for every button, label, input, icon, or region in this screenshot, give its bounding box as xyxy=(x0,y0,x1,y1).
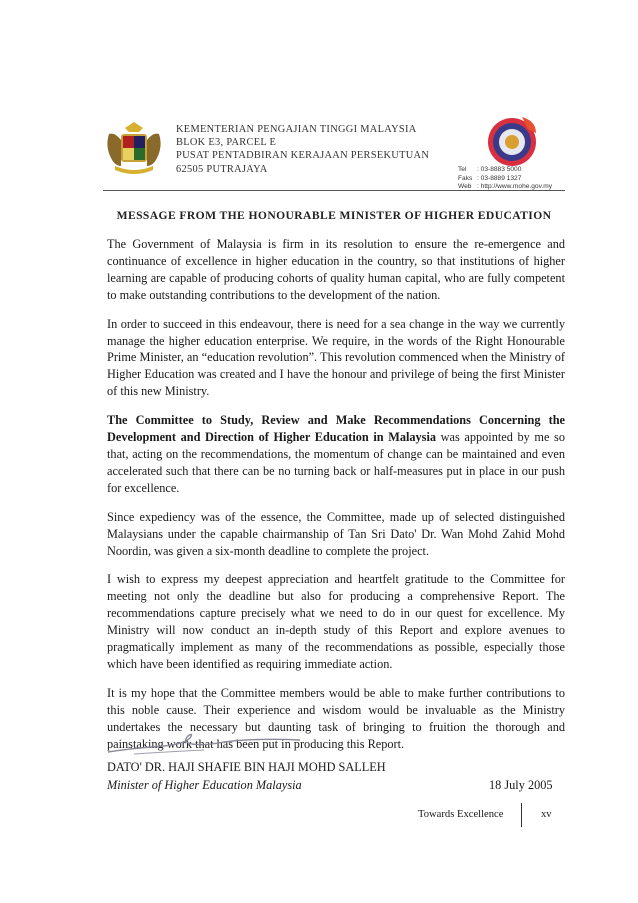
signatory-name: DATO' DR. HAJI SHAFIE BIN HAJI MOHD SALLEH xyxy=(107,760,386,774)
paragraph: The Government of Malaysia is firm in its resolution to ensure the re-emergence and continuance of excellence in higher education in the country, so that institutions of higher learning are capable of producing cohorts of quality human capital, who are fully competent to make outstanding contributions to the development of the nation. xyxy=(107,237,565,302)
letterhead-contact xyxy=(458,166,552,192)
page-number: xv xyxy=(541,809,552,820)
paragraph: Since expediency was of the essence, the Committee, made up of selected distinguished Malaysians under the capable chairmanship of Tan Sri Dato' Dr. Wan Mohd Zahid Mohd Noordin, was given a six-month deadline to complete the project. xyxy=(107,509,565,558)
coat-of-arms-logo xyxy=(103,120,165,176)
ministry-logo xyxy=(484,113,542,173)
contact-phone: Tel : 03-8883 5000 xyxy=(458,166,522,173)
paragraph: In order to succeed in this endeavour, there is need for a sea change in the way we currently manage the higher education enterprise. We require, in the words of the Right Honourable Prime Minister, an “education revolution”. This revolution commenced when the Ministry of Higher Education was created and I have the honour and privilege of being the first Minister of this new Ministry. xyxy=(107,316,565,399)
committee-paragraph-text: was appointed by me so that, acting on the recommendations, the momentum of change can be maintained and even accelerated such that there can be no turning back or half-measures put in place in our push for excellence. xyxy=(107,430,565,495)
paragraph: It is my hope that the Committee members would be able to make further contributions to this noble cause. Their experience and wisdom would be invaluable as the Ministry undertakes the necessary but daunting task of bringing to fruition the thorough and painstaking work that has been put in producing this Report. xyxy=(107,685,565,751)
committee-paragraph xyxy=(107,412,565,497)
message-title: MESSAGE FROM THE HONOURABLE MINISTER OF HIGHER EDUCATION xyxy=(116,209,552,222)
signatory-title: Minister of Higher Education Malaysia xyxy=(107,778,302,792)
handwritten-signature xyxy=(104,722,304,762)
message-body xyxy=(107,236,565,764)
address-line: BLOK E3, PARCEL E xyxy=(176,137,277,149)
paragraph: I wish to express my deepest appreciation and heartfelt gratitude to the Committee for meeting not only the deadline but also for producing a comprehensive Report. The recommendations capture precisely what we need to do in our quest for excellence. My Ministry will now conduct an in-depth study of this Report and explore avenues to pragmatically implement as many of the recommendations as possible, especially those which have been identified as requiring immediate action. xyxy=(107,572,565,671)
address-line: 62505 PUTRAJAYA xyxy=(176,163,268,175)
footer-divider xyxy=(521,803,522,827)
contact-web: Web : http://www.mohe.gov.my xyxy=(458,183,552,191)
contact-fax: Faks : 03-8889 1327 xyxy=(458,174,522,182)
footer-text: Towards Excellence xyxy=(418,809,504,820)
address-line: KEMENTERIAN PENGAJIAN TINGGI MALAYSIA xyxy=(176,124,417,135)
letter-date: 18 July 2005 xyxy=(489,778,553,792)
header-divider xyxy=(103,190,565,191)
committee-name: The Committee to Study, Review and Make Recommendations Concerning the Development and Direction of Higher Education in Malaysia xyxy=(107,413,565,445)
address-line: PUSAT PENTADBIRAN KERAJAAN PERSEKUTUAN xyxy=(176,150,430,162)
letterhead-address xyxy=(176,123,429,176)
